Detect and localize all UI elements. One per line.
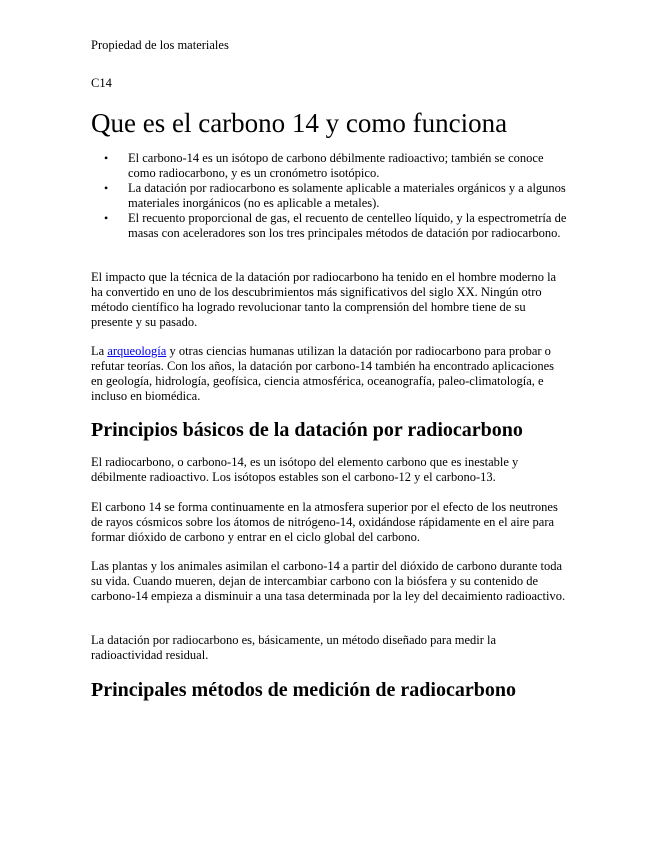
document-code: C14 — [91, 76, 112, 90]
paragraph-radiocarbono: El radiocarbono, o carbono-14, es un isótopo del elemento carbono que es inestable y débilmente radioactivo. Los isótopos estables son el carbono-12 y el carbono-13. — [91, 455, 519, 484]
bullet-item: • El carbono-14 es un isótopo de carbono débilmente radioactivo; también se conoce como radiocarbono, y es un cronómetro isotópico. — [128, 151, 568, 181]
paragraph-plantas: Las plantas y los animales asimilan el carbono-14 a partir del dióxido de carbono durante toda su vida. Cuando mueren, dejan de intercambiar carbono con la biósfera y su contenido de carbono-14 empieza a disminuir a una tasa determinada por la ley del decaimiento radioactivo. — [91, 559, 566, 603]
paragraph-datacion: La datación por radiocarbono es, básicamente, un método diseñado para medir la radioactividad residual. — [91, 633, 497, 662]
paragraph-impacto: El impacto que la técnica de la datación por radiocarbono ha tenido en el hombre moderno la ha convertido en uno de los descubrimientos más significativos del siglo XX. Ningún otro método científico ha logrado revolucionar tanto la comprensión del hombre tiene de su presente y su pasado. — [91, 270, 557, 329]
document-header: Propiedad de los materiales — [91, 38, 229, 52]
section-heading-metodos: Principales métodos de medición de radiocarbono — [91, 679, 516, 701]
arqueologia-link[interactable]: arqueología — [107, 344, 167, 358]
section-heading-principios: Principios básicos de la datación por radiocarbono — [91, 419, 523, 441]
bullet-item: • La datación por radiocarbono es solamente aplicable a materiales orgánicos y a algunos materiales inorgánicos (no es aplicable a metales). — [128, 181, 568, 211]
bullet-item: • El recuento proporcional de gas, el recuento de centelleo líquido, y la espectrometría de masas con aceleradores son los tres principales métodos de datación por radiocarbono. — [128, 211, 568, 241]
summary-bullet-list — [91, 151, 568, 241]
paragraph-arqueologia — [91, 344, 566, 404]
paragraph-formacion: El carbono 14 se forma continuamente en la atmosfera superior por el efecto de los neutrones de rayos cósmicos sobre los átomos de nitrógeno-14, oxidándose rápidamente en el aire para formar dióxido de carbono y entrar en el ciclo global del carbono. — [91, 500, 558, 544]
paragraph-arqueologia-start: La — [91, 344, 108, 358]
paragraph-arqueologia-rest: y otras ciencias humanas utilizan la datación por radiocarbono para probar o refutar teorías. Con los años, la datación por carbono-14 también ha encontrado aplicaciones en geología, hidrología, geofísica, ciencia atmosférica, oceanografía, paleo-climatología, e incluso en biomédica. — [91, 344, 555, 403]
page-title: Que es el carbono 14 y como funciona — [91, 108, 508, 138]
